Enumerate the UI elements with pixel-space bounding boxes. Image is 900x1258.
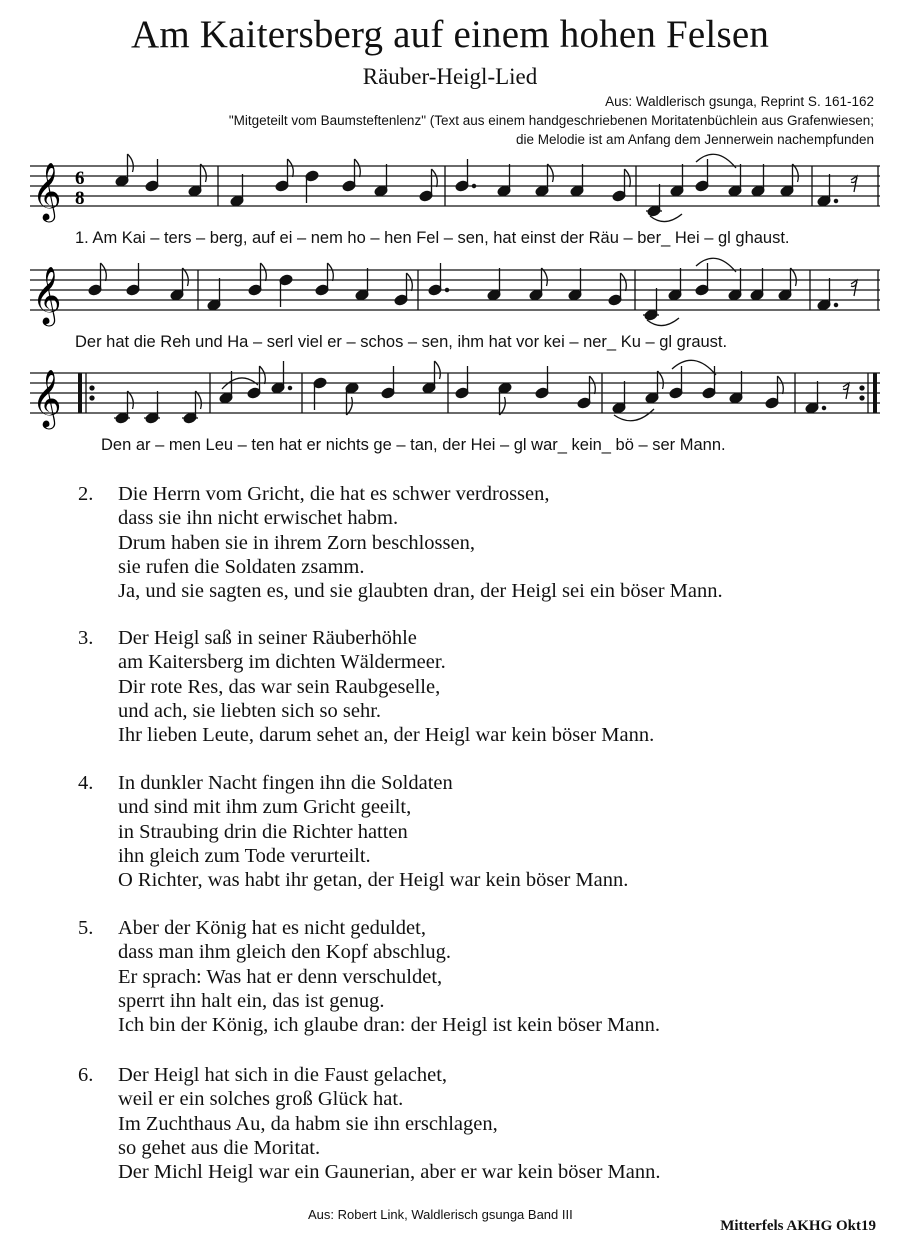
verse-line: Der Michl Heigl war ein Gaunerian, aber er war kein böser Mann.	[118, 1161, 661, 1184]
time-signature-bottom: 8	[75, 188, 85, 209]
song-subtitle: Räuber-Heigl-Lied	[362, 64, 538, 89]
verse-line: Ich bin der König, ich glaube dran: der Heigl ist kein böser Mann.	[118, 1014, 660, 1037]
source-note-1: Aus: Waldlerisch gsunga, Reprint S. 161-162	[605, 94, 874, 109]
lyric-line-2: Der hat die Reh und Ha – serl viel er – schos – sen, ihm hat vor kei – ner_ Ku – gl graust.	[75, 333, 728, 351]
staff-lines	[30, 270, 880, 310]
lyric-line-1: 1. Am Kai – ters – berg, auf ei – nem ho – hen Fel – sen, hat einst der Räu – ber_ Hei – gl ghaust.	[75, 229, 790, 247]
verse-line: am Kaitersberg im dichten Wäldermeer.	[118, 651, 446, 674]
verse-line: Die Herrn vom Gricht, die hat es schwer verdrossen,	[118, 483, 550, 505]
verse-line: O Richter, was habt ihr getan, der Heigl war kein böser Mann.	[118, 869, 629, 892]
verse-line: und ach, sie liebten sich so sehr.	[118, 699, 382, 722]
verse-line: Er sprach: Was hat er denn verschuldet,	[118, 965, 443, 988]
verse-line: Der Heigl saß in seiner Räuberhöhle	[118, 627, 417, 649]
verse-line: in Straubing drin die Richter hatten	[118, 820, 408, 843]
source-note-2: "Mitgeteilt vom Baumsteftenlenz" (Text aus einem handgeschriebenen Moritatenbüchlein aus Grafenwiesen;	[228, 113, 874, 128]
verse-line: weil er ein solches groß Glück hat.	[118, 1088, 404, 1111]
footer-organisation: Mitterfels AKHG Okt19	[720, 1218, 876, 1234]
verse-number: 6.	[78, 1064, 94, 1086]
verse-line: Der Heigl hat sich in die Faust gelachet,	[118, 1064, 448, 1086]
music-staff-3	[0, 357, 900, 433]
notes	[78, 360, 877, 424]
verse-line: Im Zuchthaus Au, da habm sie ihn erschlagen,	[118, 1112, 498, 1135]
source-note-3: die Melodie ist am Anfang dem Jennerwein nachempfunden	[516, 132, 874, 147]
notes	[88, 258, 878, 325]
verse-line: sie rufen die Soldaten zsamm.	[118, 555, 365, 578]
verse-number: 2.	[78, 483, 94, 505]
verse-line: Ihr lieben Leute, darum sehet an, der Heigl war kein böser Mann.	[118, 724, 655, 747]
verse-line: In dunkler Nacht fingen ihn die Soldaten	[118, 772, 453, 794]
song-title: Am Kaitersberg auf einem hohen Felsen	[130, 13, 770, 56]
verse-line: dass sie ihn nicht erwischet habm.	[118, 507, 399, 530]
verse-line: Aber der König hat es nicht geduldet,	[118, 917, 426, 939]
treble-clef-icon: 𝄞	[32, 266, 62, 324]
lyric-line-3: Den ar – men Leu – ten hat er nichts ge – tan, der Hei – gl war_ kein_ bö – ser Mann.	[101, 436, 726, 454]
verse-line: sperrt ihn halt ein, das ist genug.	[118, 989, 385, 1012]
footer-source: Aus: Robert Link, Waldlerisch gsunga Band III	[308, 1207, 573, 1222]
verse-number: 5.	[78, 917, 94, 939]
verse-line: Drum haben sie in ihrem Zorn beschlossen,	[118, 531, 475, 554]
verse-number: 3.	[78, 627, 94, 649]
verse-line: und sind mit ihm zum Gricht geeilt,	[118, 796, 412, 819]
time-signature-top: 6	[75, 168, 85, 189]
treble-clef-icon: 𝄞	[32, 162, 62, 220]
verse-line: Ja, und sie sagten es, und sie glaubten dran, der Heigl sei ein böser Mann.	[118, 580, 723, 603]
verse-line: Dir rote Res, das war sein Raubgeselle,	[118, 675, 441, 698]
verse-line: so gehet aus die Moritat.	[118, 1136, 321, 1159]
verse-line: ihn gleich zum Tode verurteilt.	[118, 844, 371, 867]
verse-line: dass man ihm gleich den Kopf abschlug.	[118, 941, 452, 964]
treble-clef-icon: 𝄞	[32, 369, 62, 427]
notes	[115, 154, 878, 222]
music-staff-2	[0, 254, 900, 330]
verse-number: 4.	[78, 772, 94, 794]
music-staff-1	[0, 150, 900, 226]
